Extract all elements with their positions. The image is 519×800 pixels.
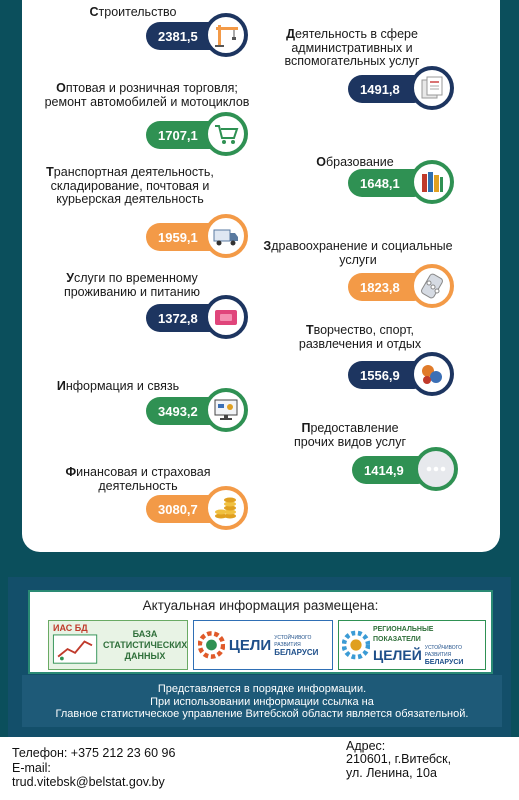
contact-block: [0, 737, 519, 800]
address-label: Адрес:: [346, 739, 386, 753]
documents-icon: [410, 66, 454, 110]
value-construction: 2381,5: [146, 22, 226, 50]
value-admin: 1491,8: [348, 75, 428, 103]
value-transport: 1959,1: [146, 223, 226, 251]
value-education: 1648,1: [348, 169, 428, 197]
value-it: 3493,2: [146, 397, 226, 425]
sdg-wheel-icon: [198, 630, 225, 660]
logo2-big: ЦЕЛИ: [228, 636, 272, 654]
logo3-top: РЕГИОНАЛЬНЫЕ ПОКАЗАТЕЛИ: [372, 625, 434, 643]
value-accommodation: 1372,8: [146, 304, 226, 332]
label-admin: Деятельность в сфере административных и вспомогательных услуг: [284, 27, 420, 68]
sdg-belarus-link[interactable]: [193, 620, 333, 670]
value-trade: 1707,1: [146, 121, 226, 149]
address-line-2: ул. Ленина, 10а: [346, 766, 437, 780]
email-label: E-mail:: [12, 761, 51, 775]
logo2-country: БЕЛАРУСИ: [274, 647, 319, 657]
label-education: Образование: [316, 155, 394, 169]
value-finance: 3080,7: [146, 495, 226, 523]
notice-line-2: При использовании информации ссылка на: [150, 695, 374, 708]
pills-icon: [410, 264, 454, 308]
books-icon: [410, 160, 454, 204]
sport-balls-icon: [410, 352, 454, 396]
label-accommodation: Услуги по временному проживанию и питанию: [63, 271, 201, 299]
email-link[interactable]: trud.vitebsk@belstat.gov.by: [12, 775, 165, 789]
usage-notice: [22, 675, 502, 727]
crane-icon: [204, 13, 248, 57]
shopping-cart-icon: [204, 112, 248, 156]
label-trade: Оптовая и розничная торговля; ремонт автомобилей и мотоциклов: [44, 81, 250, 109]
phone: Телефон: +375 212 23 60 96: [12, 746, 176, 760]
logo3-big: ЦЕЛЕЙ: [372, 647, 422, 663]
label-construction: Строительство: [89, 5, 177, 19]
logo1-text: БАЗА СТАТИСТИЧЕСКИХ ДАННЫХ: [103, 628, 188, 661]
label-finance: Финансовая и страховая деятельность: [65, 465, 211, 493]
value-creativity: 1556,9: [348, 361, 428, 389]
info-banner: [28, 590, 493, 674]
label-health: Здравоохранение и социальные услуги: [263, 239, 453, 267]
regional-sdg-link[interactable]: [338, 620, 486, 670]
chart-logo-icon: [49, 621, 103, 669]
label-creativity: Творчество, спорт, развлечения и отдых: [298, 323, 422, 351]
label-it: Информация и связь: [56, 379, 180, 393]
truck-icon: [204, 214, 248, 258]
banner-title: Актуальная информация размещена:: [142, 598, 379, 613]
label-other: Предоставление прочих видов услуг: [293, 421, 407, 449]
label-transport: Транспортная деятельность, складирование, почтовая и курьерская деятельность: [46, 165, 214, 206]
logo3-small: УСТОЙЧИВОГО РАЗВИТИЯ: [424, 644, 462, 658]
monitor-icon: [204, 388, 248, 432]
value-health: 1823,8: [348, 273, 428, 301]
logo3-country: БЕЛАРУСИ: [424, 658, 464, 666]
more-dots-icon: [414, 447, 458, 491]
stat-database-link[interactable]: [48, 620, 188, 670]
notice-line-3: Главное статистическое управление Витебской области является обязательной.: [55, 708, 469, 720]
hotel-card-icon: [204, 295, 248, 339]
address-line-1: 210601, г.Витебск,: [346, 752, 452, 766]
logo2-small: УСТОЙЧИВОГО РАЗВИТИЯ: [274, 634, 312, 648]
notice-line-1: Представляется в порядке информации.: [157, 683, 367, 695]
logo1-tag: ИАС БД: [53, 623, 88, 633]
coins-icon: [204, 486, 248, 530]
regional-wheel-icon: [342, 630, 370, 660]
value-other: 1414,9: [352, 456, 432, 484]
